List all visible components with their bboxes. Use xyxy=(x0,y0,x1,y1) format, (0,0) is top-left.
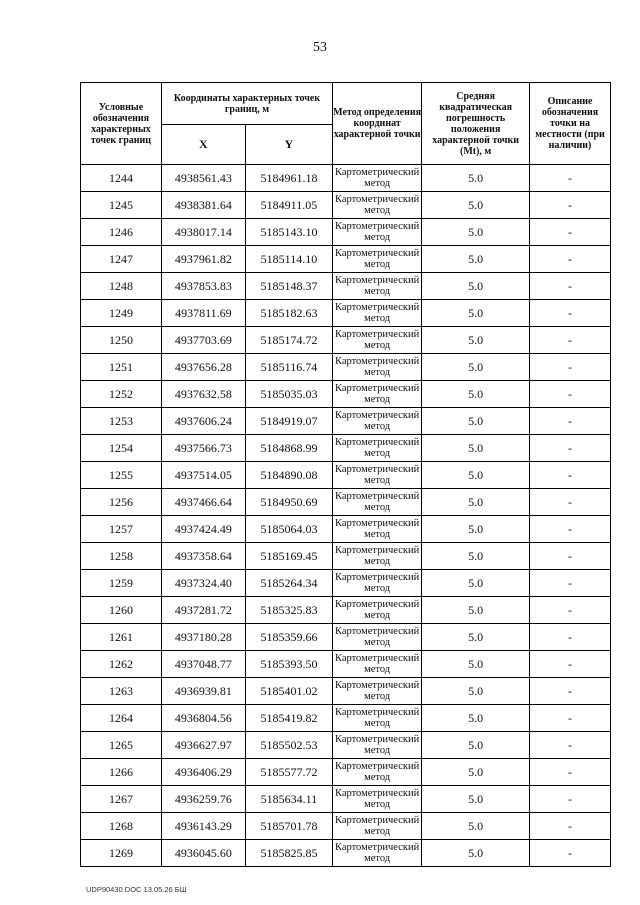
cell-x: 4936627.97 xyxy=(161,732,245,759)
cell-y: 5185401.02 xyxy=(245,678,332,705)
cell-error: 5.0 xyxy=(422,381,530,408)
cell-method: Картометрический метод xyxy=(333,624,422,651)
cell-y: 5185064.03 xyxy=(245,516,332,543)
cell-description: - xyxy=(530,489,611,516)
cell-y: 5185169.45 xyxy=(245,543,332,570)
cell-point-number: 1253 xyxy=(81,408,162,435)
table-row xyxy=(81,246,611,273)
cell-description: - xyxy=(530,462,611,489)
cell-x: 4937358.64 xyxy=(161,543,245,570)
cell-description: - xyxy=(530,624,611,651)
cell-point-number: 1263 xyxy=(81,678,162,705)
cell-x: 4937424.49 xyxy=(161,516,245,543)
cell-error: 5.0 xyxy=(422,705,530,732)
cell-y: 5185325.83 xyxy=(245,597,332,624)
cell-description: - xyxy=(530,678,611,705)
coordinates-table xyxy=(80,82,611,867)
cell-error: 5.0 xyxy=(422,543,530,570)
cell-method: Картометрический метод xyxy=(333,516,422,543)
table-row xyxy=(81,759,611,786)
cell-y: 5185182.63 xyxy=(245,300,332,327)
cell-point-number: 1261 xyxy=(81,624,162,651)
cell-y: 5185419.82 xyxy=(245,705,332,732)
cell-method: Картометрический метод xyxy=(333,246,422,273)
cell-method: Картометрический метод xyxy=(333,192,422,219)
cell-point-number: 1258 xyxy=(81,543,162,570)
cell-method: Картометрический метод xyxy=(333,651,422,678)
cell-method: Картометрический метод xyxy=(333,219,422,246)
table-row xyxy=(81,543,611,570)
cell-description: - xyxy=(530,246,611,273)
cell-x: 4937703.69 xyxy=(161,327,245,354)
cell-point-number: 1260 xyxy=(81,597,162,624)
cell-y: 5185143.10 xyxy=(245,219,332,246)
cell-point-number: 1269 xyxy=(81,840,162,867)
cell-description: - xyxy=(530,597,611,624)
table-row xyxy=(81,813,611,840)
cell-method: Картометрический метод xyxy=(333,354,422,381)
cell-method: Картометрический метод xyxy=(333,381,422,408)
cell-x: 4937281.72 xyxy=(161,597,245,624)
cell-y: 5185114.10 xyxy=(245,246,332,273)
table-row xyxy=(81,327,611,354)
cell-point-number: 1250 xyxy=(81,327,162,354)
cell-method: Картометрический метод xyxy=(333,705,422,732)
cell-method: Картометрический метод xyxy=(333,840,422,867)
table-row xyxy=(81,732,611,759)
header-error: Средняя квадратическая погрешность положения характерной точки (Mt), м xyxy=(422,83,530,165)
cell-point-number: 1254 xyxy=(81,435,162,462)
header-designation: Условные обозначения характерных точек границ xyxy=(81,83,162,165)
cell-y: 5185359.66 xyxy=(245,624,332,651)
cell-point-number: 1256 xyxy=(81,489,162,516)
cell-x: 4938561.43 xyxy=(161,165,245,192)
cell-y: 5185393.50 xyxy=(245,651,332,678)
cell-description: - xyxy=(530,516,611,543)
cell-method: Картометрический метод xyxy=(333,408,422,435)
table-row xyxy=(81,516,611,543)
cell-method: Картометрический метод xyxy=(333,327,422,354)
cell-y: 5185116.74 xyxy=(245,354,332,381)
cell-error: 5.0 xyxy=(422,192,530,219)
cell-error: 5.0 xyxy=(422,300,530,327)
cell-point-number: 1264 xyxy=(81,705,162,732)
cell-error: 5.0 xyxy=(422,570,530,597)
cell-description: - xyxy=(530,354,611,381)
cell-x: 4937048.77 xyxy=(161,651,245,678)
cell-y: 5184911.05 xyxy=(245,192,332,219)
cell-x: 4937606.24 xyxy=(161,408,245,435)
cell-error: 5.0 xyxy=(422,840,530,867)
cell-y: 5184950.69 xyxy=(245,489,332,516)
cell-error: 5.0 xyxy=(422,597,530,624)
header-coordinates: Координаты характерных точек границ, м xyxy=(161,83,332,125)
cell-point-number: 1265 xyxy=(81,732,162,759)
header-description: Описание обозначения точки на местности (при наличии) xyxy=(530,83,611,165)
cell-x: 4937514.05 xyxy=(161,462,245,489)
cell-method: Картометрический метод xyxy=(333,543,422,570)
cell-method: Картометрический метод xyxy=(333,678,422,705)
table-row xyxy=(81,408,611,435)
cell-x: 4937466.64 xyxy=(161,489,245,516)
table-row xyxy=(81,165,611,192)
cell-y: 5185148.37 xyxy=(245,273,332,300)
cell-x: 4936259.76 xyxy=(161,786,245,813)
cell-x: 4937324.40 xyxy=(161,570,245,597)
cell-y: 5185035.03 xyxy=(245,381,332,408)
cell-error: 5.0 xyxy=(422,516,530,543)
cell-x: 4938017.14 xyxy=(161,219,245,246)
table-row xyxy=(81,489,611,516)
table-row xyxy=(81,381,611,408)
cell-point-number: 1244 xyxy=(81,165,162,192)
cell-description: - xyxy=(530,273,611,300)
cell-description: - xyxy=(530,570,611,597)
cell-y: 5184868.99 xyxy=(245,435,332,462)
cell-point-number: 1245 xyxy=(81,192,162,219)
table-row xyxy=(81,570,611,597)
cell-error: 5.0 xyxy=(422,732,530,759)
cell-y: 5185502.53 xyxy=(245,732,332,759)
table-row xyxy=(81,300,611,327)
table-row xyxy=(81,192,611,219)
cell-point-number: 1246 xyxy=(81,219,162,246)
cell-method: Картометрический метод xyxy=(333,300,422,327)
cell-point-number: 1257 xyxy=(81,516,162,543)
table-row xyxy=(81,273,611,300)
cell-description: - xyxy=(530,759,611,786)
cell-method: Картометрический метод xyxy=(333,732,422,759)
cell-x: 4936406.29 xyxy=(161,759,245,786)
table-row xyxy=(81,786,611,813)
cell-description: - xyxy=(530,219,611,246)
cell-description: - xyxy=(530,165,611,192)
cell-x: 4936939.81 xyxy=(161,678,245,705)
cell-method: Картометрический метод xyxy=(333,570,422,597)
cell-point-number: 1248 xyxy=(81,273,162,300)
cell-error: 5.0 xyxy=(422,219,530,246)
cell-y: 5184890.08 xyxy=(245,462,332,489)
cell-description: - xyxy=(530,543,611,570)
cell-error: 5.0 xyxy=(422,678,530,705)
cell-description: - xyxy=(530,300,611,327)
cell-description: - xyxy=(530,813,611,840)
cell-error: 5.0 xyxy=(422,462,530,489)
cell-point-number: 1266 xyxy=(81,759,162,786)
cell-error: 5.0 xyxy=(422,786,530,813)
table-row xyxy=(81,705,611,732)
cell-point-number: 1247 xyxy=(81,246,162,273)
cell-x: 4937180.28 xyxy=(161,624,245,651)
cell-method: Картометрический метод xyxy=(333,813,422,840)
table-body xyxy=(81,165,611,867)
cell-error: 5.0 xyxy=(422,408,530,435)
cell-point-number: 1255 xyxy=(81,462,162,489)
cell-description: - xyxy=(530,435,611,462)
cell-description: - xyxy=(530,381,611,408)
cell-error: 5.0 xyxy=(422,651,530,678)
cell-method: Картометрический метод xyxy=(333,759,422,786)
cell-error: 5.0 xyxy=(422,759,530,786)
header-method: Метод определения координат характерной точки xyxy=(333,83,422,165)
cell-y: 5185174.72 xyxy=(245,327,332,354)
cell-method: Картометрический метод xyxy=(333,462,422,489)
cell-y: 5185264.34 xyxy=(245,570,332,597)
cell-y: 5185577.72 xyxy=(245,759,332,786)
cell-x: 4937961.82 xyxy=(161,246,245,273)
cell-error: 5.0 xyxy=(422,165,530,192)
cell-description: - xyxy=(530,327,611,354)
cell-error: 5.0 xyxy=(422,489,530,516)
table-row xyxy=(81,678,611,705)
cell-x: 4936804.56 xyxy=(161,705,245,732)
table-row xyxy=(81,435,611,462)
cell-point-number: 1267 xyxy=(81,786,162,813)
cell-x: 4937656.28 xyxy=(161,354,245,381)
cell-x: 4937566.73 xyxy=(161,435,245,462)
cell-point-number: 1252 xyxy=(81,381,162,408)
cell-x: 4937853.83 xyxy=(161,273,245,300)
cell-description: - xyxy=(530,732,611,759)
cell-description: - xyxy=(530,786,611,813)
table-row xyxy=(81,219,611,246)
cell-description: - xyxy=(530,840,611,867)
cell-error: 5.0 xyxy=(422,435,530,462)
cell-description: - xyxy=(530,705,611,732)
cell-error: 5.0 xyxy=(422,246,530,273)
cell-description: - xyxy=(530,192,611,219)
cell-point-number: 1259 xyxy=(81,570,162,597)
cell-point-number: 1251 xyxy=(81,354,162,381)
cell-error: 5.0 xyxy=(422,813,530,840)
cell-description: - xyxy=(530,408,611,435)
table-row xyxy=(81,840,611,867)
cell-x: 4937632.58 xyxy=(161,381,245,408)
cell-x: 4938381.64 xyxy=(161,192,245,219)
table-row xyxy=(81,651,611,678)
cell-method: Картометрический метод xyxy=(333,786,422,813)
cell-x: 4936143.29 xyxy=(161,813,245,840)
cell-point-number: 1268 xyxy=(81,813,162,840)
table-row xyxy=(81,624,611,651)
cell-y: 5185701.78 xyxy=(245,813,332,840)
cell-method: Картометрический метод xyxy=(333,435,422,462)
cell-y: 5184961.18 xyxy=(245,165,332,192)
cell-error: 5.0 xyxy=(422,354,530,381)
cell-x: 4936045.60 xyxy=(161,840,245,867)
cell-method: Картометрический метод xyxy=(333,165,422,192)
page-number: 53 xyxy=(313,40,327,55)
cell-error: 5.0 xyxy=(422,273,530,300)
cell-error: 5.0 xyxy=(422,327,530,354)
cell-description: - xyxy=(530,651,611,678)
header-y: Y xyxy=(245,125,332,165)
cell-point-number: 1249 xyxy=(81,300,162,327)
cell-error: 5.0 xyxy=(422,624,530,651)
cell-x: 4937811.69 xyxy=(161,300,245,327)
document-footer: UDP90430.DOC 13.05.26 БШ xyxy=(86,885,187,894)
cell-method: Картометрический метод xyxy=(333,273,422,300)
table-row xyxy=(81,597,611,624)
table-row xyxy=(81,462,611,489)
cell-y: 5184919.07 xyxy=(245,408,332,435)
table-row xyxy=(81,354,611,381)
cell-method: Картометрический метод xyxy=(333,489,422,516)
cell-y: 5185825.85 xyxy=(245,840,332,867)
cell-y: 5185634.11 xyxy=(245,786,332,813)
header-x: X xyxy=(161,125,245,165)
cell-point-number: 1262 xyxy=(81,651,162,678)
cell-method: Картометрический метод xyxy=(333,597,422,624)
